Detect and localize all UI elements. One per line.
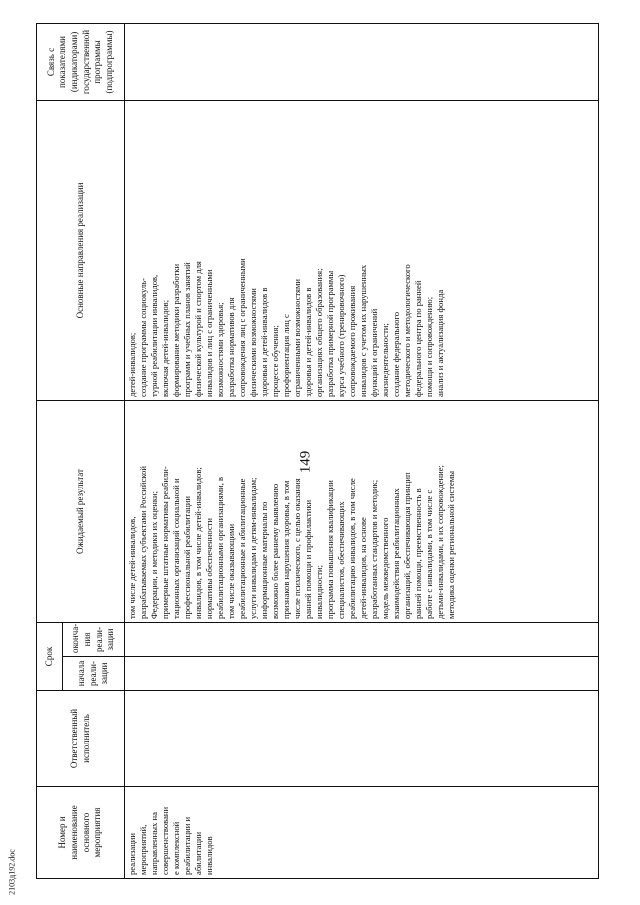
cell-line: числе психического, с целью оказания [292, 478, 302, 619]
cell-line: здоровья и детей-инвалидов в [259, 287, 269, 397]
cell-line: разработка нормативов для [226, 297, 236, 397]
cell-expected-result [125, 400, 599, 622]
table-row [125, 23, 599, 878]
cell-executor [125, 691, 599, 787]
header-term: Срок [37, 622, 63, 690]
cell-line: процессе обучения; [270, 325, 280, 397]
file-code: 2103д192.doc [7, 849, 17, 895]
cell-line: нормативы обеспеченности [204, 518, 214, 619]
cell-line: помощи и сопровождению; [424, 296, 434, 397]
cell-line: инвалидов с учетом их нарушенных [358, 264, 368, 397]
cell-line: сопровождения лиц с ограниченными [237, 258, 247, 397]
cell-line: создание федерального [391, 311, 401, 397]
cell-line: сопровождаемого проживания [347, 285, 357, 397]
cell-line: специалистов, обеспечивающих [336, 501, 346, 619]
cell-line: профессиональной реабилитации [182, 495, 192, 619]
cell-line: методического и методологического [402, 264, 412, 397]
cell-line: разработанных стандартов и методик; [369, 479, 379, 619]
cell-line: здоровья и детей-инвалидов в [303, 287, 313, 397]
cell-line: ограниченными возможностями [292, 278, 302, 397]
cell-line: реализации [127, 833, 137, 875]
plan-table [36, 23, 599, 879]
cell-line: возможностями здоровья; [215, 302, 225, 397]
cell-line: ранней помощи и профилактики [303, 499, 313, 619]
cell-line: возможно более раннему выявлению [270, 483, 280, 619]
page-number: 149 [297, 450, 314, 474]
cell-line: методика оценки региональной системы [446, 470, 456, 619]
cell-line: реабилитационными организациями, в [215, 476, 225, 619]
cell-line: программа повышения квалификации [325, 480, 335, 619]
cell-line: жизнедеятельности; [380, 323, 390, 397]
header-directions: Основные направления реализации [37, 100, 125, 400]
cell-line: детей-инвалидов; [127, 332, 137, 397]
cell-line: совершенствовани [160, 806, 170, 875]
cell-line: Федерации, и методики их оценки; [149, 491, 159, 619]
header-start: начала реали-зации [63, 657, 125, 691]
cell-line: физической культурой и спортом для [193, 261, 203, 397]
cell-line: курса учебного (тренировочного) [336, 274, 346, 397]
cell-line: ранней помощи, преемственность в [413, 488, 423, 619]
document-table-rotated [36, 24, 602, 879]
cell-line: том числе оказывающими [226, 523, 236, 619]
header-end: оконча-ния реали-зации [63, 622, 125, 656]
cell-end [125, 622, 599, 656]
cell-line: программ и учебных планов занятий [182, 262, 192, 397]
cell-line: информационные материалы по [259, 501, 269, 619]
cell-line: включая детей-инвалидов; [160, 299, 170, 397]
cell-line: взаимодействия реабилитационных [391, 488, 401, 619]
cell-line: примерные штатные нормативы реабили- [160, 466, 170, 619]
cell-line: детей-инвалидов, на основе [358, 517, 368, 619]
cell-line: функций и ограничений [369, 308, 379, 397]
cell-start [125, 657, 599, 691]
cell-line: инвалидов и лиц с ограниченными [204, 269, 214, 397]
cell-line: реабилитационные и абилитационные [237, 478, 247, 619]
cell-line: инвалидов, в том числе детей-инвалидов; [193, 467, 203, 619]
header-activity: Номер и наименование основного мероприятия [37, 787, 125, 879]
cell-line: детьми-инвалидами, и их сопровождение; [435, 465, 445, 619]
cell-line: работе с инвалидами, в том числе с [424, 489, 434, 619]
cell-line: организаций, обеспечивающая принцип [402, 472, 412, 619]
cell-line: модель межведомственного [380, 517, 390, 619]
cell-line: инвалидов [204, 836, 214, 875]
cell-line: формирование методики разработки [171, 263, 181, 397]
cell-directions [125, 100, 599, 400]
cell-line: мероприятий, [138, 824, 148, 875]
cell-activity [125, 787, 599, 879]
cell-line: анализ и актуализация фонда [435, 289, 445, 397]
header-expected-result: Ожидаемый результат [37, 400, 125, 622]
cell-line: е комплексной [171, 821, 181, 875]
cell-line: турной реабилитации инвалидов, [149, 274, 159, 397]
cell-indicators [125, 23, 599, 100]
header-indicators: Связь с показателями (индикаторами) государственной программы (подпрограммы) [37, 23, 125, 100]
cell-line: реабилитацию инвалидов, в том числе [347, 478, 357, 619]
cell-line: направленных на [149, 812, 159, 875]
cell-line: создание программы социокуль- [138, 278, 148, 397]
cell-line: том числе детей-инвалидов, [127, 516, 137, 619]
cell-line: профориентация лиц с [281, 314, 291, 397]
cell-line: услуги инвалидам и детям-инвалидам; [248, 477, 258, 619]
cell-line: реабилитации и [182, 816, 192, 875]
cell-line: абилитации [193, 831, 203, 875]
cell-line: признаков нарушения здоровья, в том [281, 480, 291, 619]
cell-line: разработка примерной программы [325, 270, 335, 397]
cell-line: федерального центра по ранней [413, 280, 423, 397]
cell-line: разрабатываемых субъектами Российской [138, 466, 148, 619]
header-executor: Ответственный исполнитель [37, 691, 125, 787]
cell-line: инвалидности; [314, 565, 324, 619]
cell-line: физическими возможностями [248, 288, 258, 397]
cell-line: организациях общего образования; [314, 268, 324, 397]
cell-line: тационных организаций социальной и [171, 478, 181, 619]
